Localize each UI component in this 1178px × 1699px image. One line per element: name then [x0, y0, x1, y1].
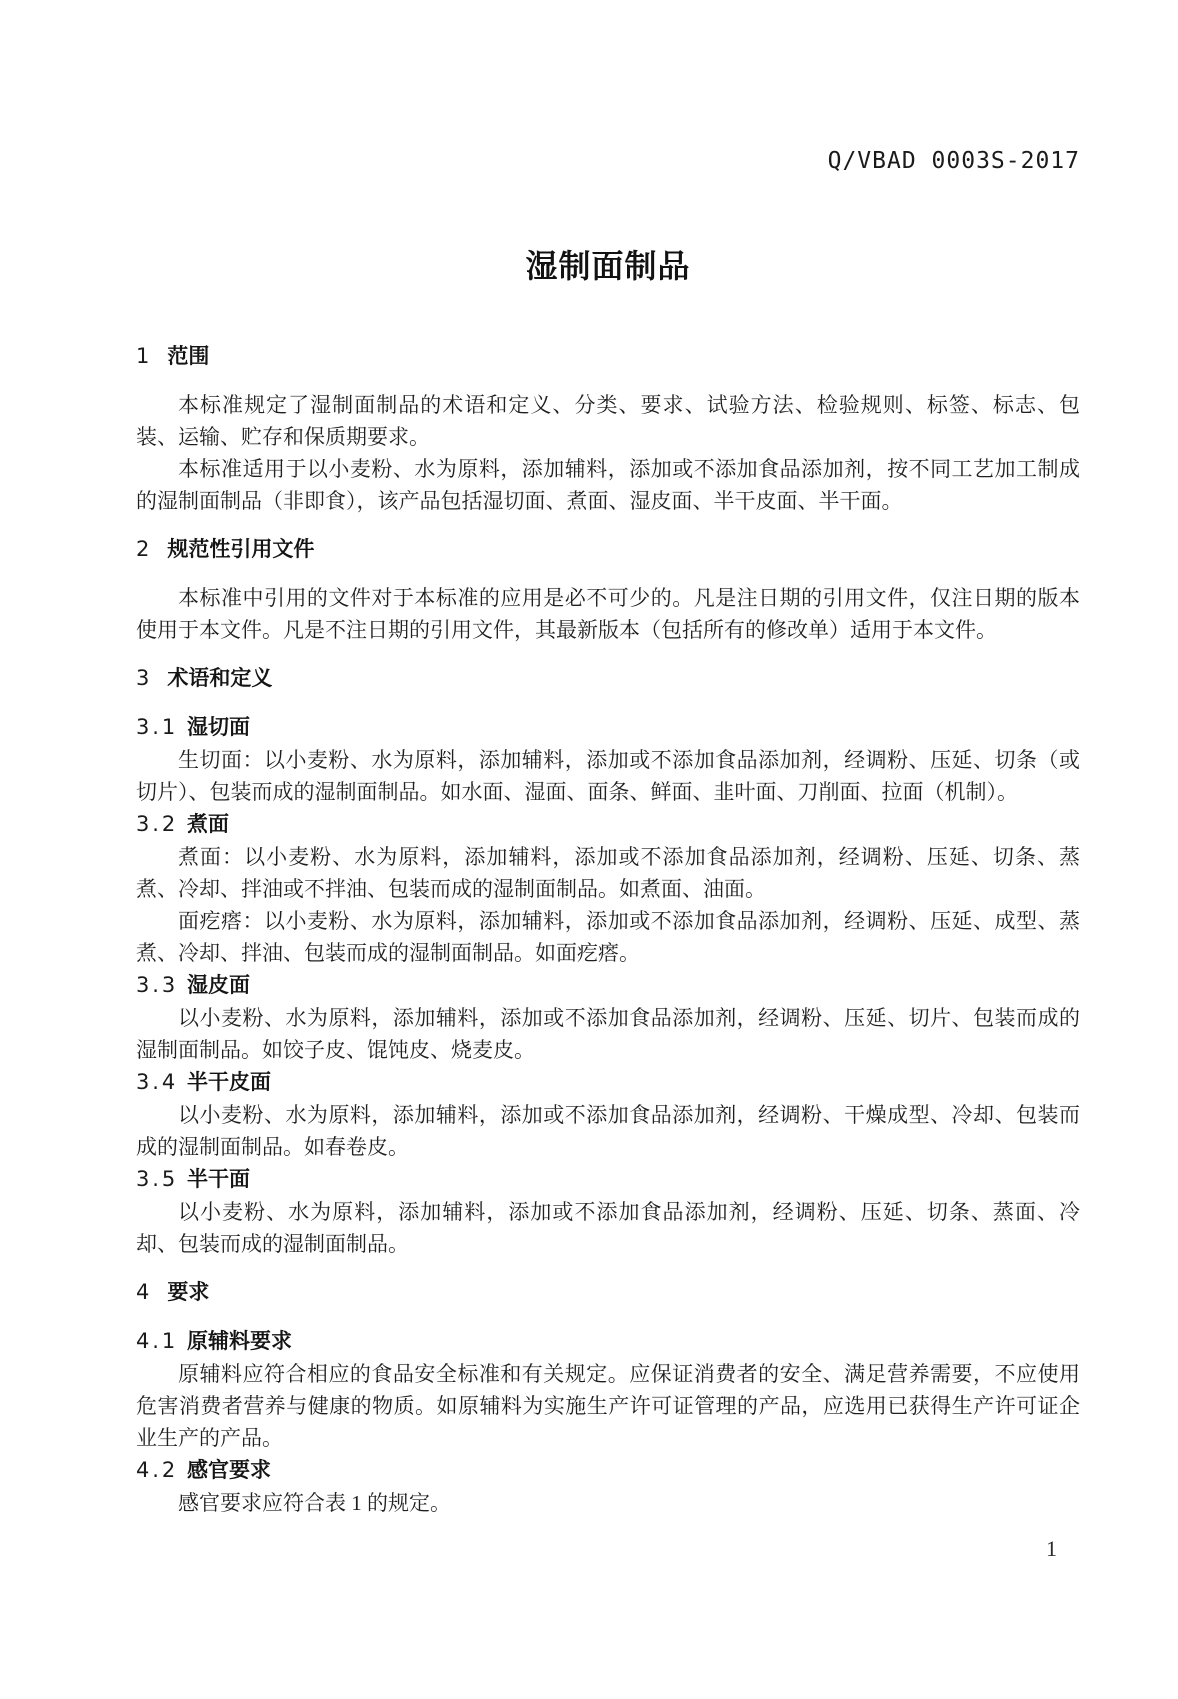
paragraph: 本标准适用于以小麦粉、水为原料，添加辅料，添加或不添加食品添加剂，按不同工艺加工制成的湿制面制品（非即食），该产品包括湿切面、煮面、湿皮面、半干皮面、半干面。 [136, 457, 1080, 513]
subsection-heading-wet-wrappers [136, 969, 1080, 1002]
page-number: 1 [1046, 1536, 1057, 1561]
section-heading-normative-references [136, 533, 1080, 566]
paragraph: 本标准中引用的文件对于本标准的应用是必不可少的。凡是注日期的引用文件，仅注日期的版本使用于本文件。凡是不注日期的引用文件，其最新版本（包括所有的修改单）适用于本文件。 [136, 586, 1080, 642]
subsection-heading-semidry-wrappers [136, 1066, 1080, 1099]
document-title: 湿制面制品 [525, 248, 691, 284]
heading-label: 规范性引用文件 [167, 538, 315, 561]
heading-number: 1 [136, 344, 153, 368]
heading-number: 3.4 [136, 1070, 179, 1094]
paragraph: 本标准规定了湿制面制品的术语和定义、分类、要求、试验方法、检验规则、标签、标志、包装、运输、贮存和保质期要求。 [136, 393, 1080, 449]
heading-label: 湿切面 [187, 716, 251, 739]
paragraph: 感官要求应符合表 1 的规定。 [178, 1491, 451, 1515]
heading-label: 煮面 [187, 813, 230, 836]
document-body [136, 340, 1080, 1519]
heading-number: 4.1 [136, 1329, 179, 1353]
paragraph: 以小麦粉、水为原料，添加辅料，添加或不添加食品添加剂，经调粉、干燥成型、冷却、包装而成的湿制面制品。如春卷皮。 [136, 1103, 1080, 1159]
paragraph: 以小麦粉、水为原料，添加辅料，添加或不添加食品添加剂，经调粉、压延、切条、蒸面、冷却、包装而成的湿制面制品。 [136, 1200, 1080, 1256]
paragraph: 以小麦粉、水为原料，添加辅料，添加或不添加食品添加剂，经调粉、压延、切片、包装而成的湿制面制品。如饺子皮、馄饨皮、烧麦皮。 [136, 1006, 1080, 1062]
heading-label: 湿皮面 [187, 974, 251, 997]
paragraph: 原辅料应符合相应的食品安全标准和有关规定。应保证消费者的安全、满足营养需要，不应使用危害消费者营养与健康的物质。如原辅料为实施生产许可证管理的产品，应选用已获得生产许可证企业生产的产品。 [136, 1362, 1080, 1450]
heading-label: 感官要求 [187, 1459, 272, 1482]
heading-label: 半干面 [187, 1168, 251, 1191]
subsection-heading-semidry-noodles [136, 1163, 1080, 1196]
subsection-heading-wet-cut-noodles [136, 711, 1080, 744]
heading-label: 半干皮面 [187, 1071, 272, 1094]
heading-number: 4 [136, 1280, 153, 1304]
subsection-heading-sensory-requirements [136, 1454, 1080, 1487]
standard-number: Q/VBAD 0003S-2017 [827, 148, 1080, 174]
heading-label: 术语和定义 [167, 667, 273, 690]
paragraph: 煮面：以小麦粉、水为原料，添加辅料，添加或不添加食品添加剂，经调粉、压延、切条、蒸煮、冷却、拌油或不拌油、包装而成的湿制面制品。如煮面、油面。 [136, 845, 1080, 901]
heading-number: 3.5 [136, 1167, 179, 1191]
heading-label: 原辅料要求 [187, 1330, 293, 1353]
heading-number: 3 [136, 666, 153, 690]
subsection-heading-boiled-noodles [136, 808, 1080, 841]
heading-number: 3.1 [136, 715, 179, 739]
heading-number: 4.2 [136, 1458, 179, 1482]
heading-number: 3.3 [136, 973, 179, 997]
heading-label: 范围 [167, 345, 210, 368]
paragraph: 生切面：以小麦粉、水为原料，添加辅料，添加或不添加食品添加剂，经调粉、压延、切条（或切片）、包装而成的湿制面制品。如水面、湿面、面条、鲜面、韭叶面、刀削面、拉面（机制）。 [136, 748, 1080, 804]
heading-number: 2 [136, 537, 153, 561]
heading-number: 3.2 [136, 812, 179, 836]
paragraph: 面疙瘩：以小麦粉、水为原料，添加辅料，添加或不添加食品添加剂，经调粉、压延、成型、蒸煮、冷却、拌油、包装而成的湿制面制品。如面疙瘩。 [136, 909, 1080, 965]
heading-label: 要求 [167, 1281, 210, 1304]
subsection-heading-raw-materials [136, 1325, 1080, 1358]
section-heading-terms-definitions [136, 662, 1080, 695]
section-heading-requirements [136, 1276, 1080, 1309]
section-heading-scope [136, 340, 1080, 373]
